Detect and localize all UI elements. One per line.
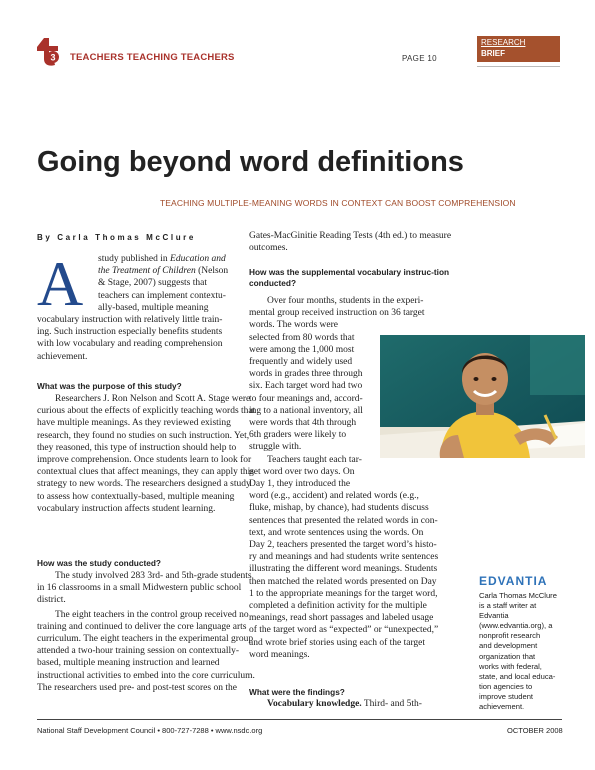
byline: By Carla Thomas McClure — [37, 233, 196, 242]
heading-purpose: What was the purpose of this study? — [37, 381, 182, 391]
footer-contact: National Staff Development Council • 800-727-7288 • www.nsdc.org — [37, 726, 263, 735]
intro-line: study published in Education and — [98, 254, 226, 264]
page-number: PAGE 10 — [402, 54, 437, 63]
logo-number: 3 — [50, 52, 56, 63]
paragraph-instruction: Over four months, students in the experi- mental group received instruction on 36 target words. The words were selected from 80 words that were among the 1,000 most frequently and widely used words in grades three through six. Each target word had two to four meanings and, accord- ing to a national inventory, all were words that 4th through 6th graders were likely to struggle with. Teachers taught each tar- get word over two days. On Day 1, they introduced the word (e.g., accident) and related words (e.g., fluke, mishap, by chance), had students discuss sentences that presented the related words in con- text, and wrote sentences using the words. On Day 2, teachers presented the target word’s histo- ry and meanings and had students write sentences illustrating the different word meanings. Students then matched the related words presented on Day 1 to the appropriate meanings for the target word, completed a definition activity for the multiple meanings, read short passages and labeled usage of the target word as “expected” or “unexpected,” and wrote brief stories using each of the target word meanings. — [249, 296, 439, 660]
intro-line: ally-based, multiple meaning — [98, 302, 209, 313]
intro-line: with low vocabulary and reading comprehension — [37, 339, 223, 350]
intro-line: & Stage, 2007) suggests that — [98, 278, 207, 289]
heading-findings: What were the findings? — [249, 687, 345, 697]
student-photo — [380, 335, 585, 458]
paragraph-measure: Gates-MacGinitie Reading Tests (4th ed.) to measure outcomes. — [249, 231, 452, 254]
intro-line: teachers can implement contextu- — [98, 290, 226, 301]
brand-name: TEACHERS TEACHING TEACHERS — [70, 52, 235, 63]
paragraph-findings: Vocabulary knowledge. Third- and 5th- — [267, 699, 422, 709]
article-title: Going beyond word definitions — [37, 146, 464, 178]
badge-line-brief: BRIEF — [481, 49, 505, 58]
intro-top — [98, 253, 258, 314]
intro-line: achievement. — [37, 351, 88, 362]
intro-line: vocabulary instruction with relatively little train- — [37, 315, 223, 325]
divider — [477, 66, 560, 67]
intro-bottom — [37, 314, 259, 363]
heading-supplemental: How was the supplemental vocabulary instruc-tion conducted? — [249, 267, 450, 288]
paragraph-purpose: Researchers J. Ron Nelson and Scott A. Stage were curious about the effects of explicitly teaching words that have multiple meanings. As they reviewed existing research, they found no studies on such instruction. Yet, they reasoned, this type of instruction should help to improve comprehension. Once students learn to look for contextual clues that affect meanings, they can apply this strategy to new words. The researchers designed a study to assess how contextually-based, multiple meaning vocabulary instruction affects student learning. — [37, 394, 256, 514]
edvantia-logo: EDVANTIA — [479, 574, 548, 588]
intro-line: the Treatment of Children (Nelson — [98, 266, 229, 277]
footer-date: OCTOBER 2008 — [507, 726, 563, 735]
intro-line: ing. Such instruction especially benefits students — [37, 327, 223, 338]
drop-cap: A — [37, 248, 84, 319]
badge-line-research: RESEARCH — [481, 38, 526, 47]
author-bio: Carla Thomas McClure is a staff writer at Edvantia (www.edvantia.org), a nonprofit research and development organization that works with federal, state, and local educa- tion agencies to improve student achievement. — [479, 591, 557, 712]
heading-conducted: How was the study conducted? — [37, 558, 162, 568]
footer-divider — [37, 719, 562, 720]
paragraph-conducted: The study involved 283 3rd- and 5th-grade students in 16 classrooms in a small Midwestern public school district. The eight teachers in the control group received no training and continued to deliver the core language arts curriculum. The eight teachers in the experimental group attended a two-hour training session on contextually-based, multiple meaning instruction and learned instructional activities to embed into the core curriculum. The researchers used pre- and post-test scores on the — [37, 571, 255, 693]
logo-icon — [34, 36, 64, 66]
article-subtitle: TEACHING MULTIPLE-MEANING WORDS IN CONTEXT CAN BOOST COMPREHENSION — [160, 198, 516, 208]
